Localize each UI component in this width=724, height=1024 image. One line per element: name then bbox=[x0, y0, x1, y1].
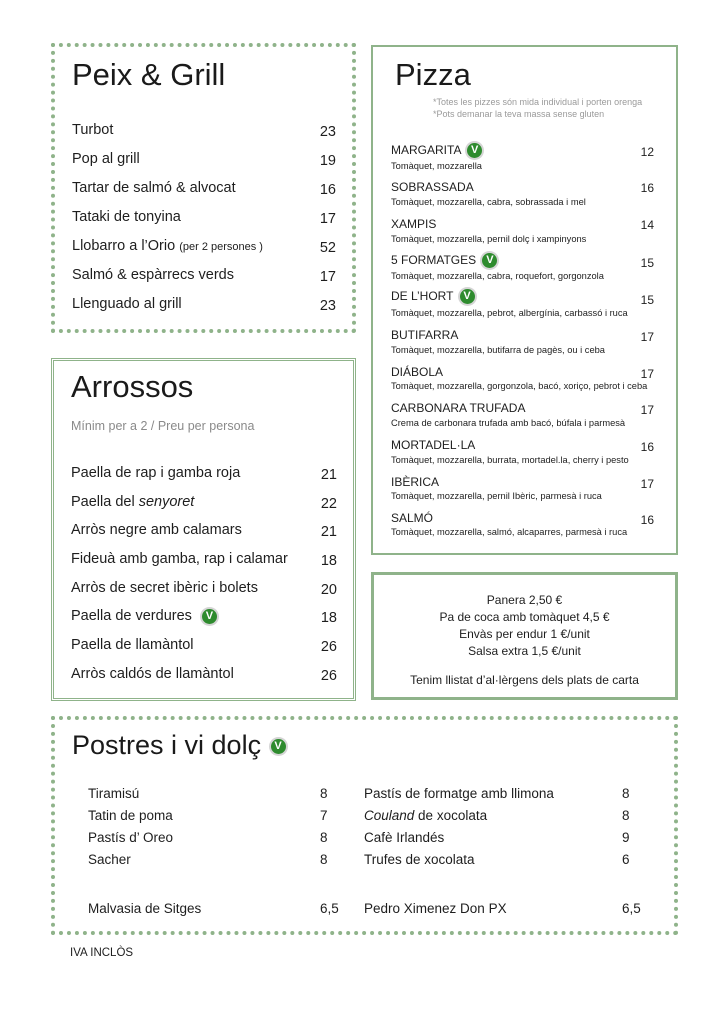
pizza-item-name: IBÈRICA bbox=[391, 475, 440, 489]
pizza-item-name: SALMÓ bbox=[391, 511, 434, 525]
postres-section bbox=[51, 716, 678, 935]
pizza-item-price: 16 bbox=[640, 440, 654, 454]
dessert-name: Tiramisú bbox=[88, 786, 140, 801]
pizza-item-desc: Tomàquet, mozzarella, gorgonzola, bacó, xoriço, pebrot i ceba bbox=[391, 381, 648, 391]
dessert-price: 8 bbox=[622, 786, 630, 801]
arros-item-name: Paella de rap i gamba roja bbox=[71, 465, 241, 481]
peix-item-name: Llenguado al grill bbox=[72, 296, 182, 312]
peix-item-name: Tartar de salmó & alvocat bbox=[72, 180, 236, 196]
pizza-item-name: SOBRASSADA bbox=[391, 180, 474, 194]
extras-line: Envàs per endur 1 €/unit bbox=[459, 627, 590, 641]
arros-item-price: 18 bbox=[320, 553, 337, 569]
footer-iva: IVA INCLÒS bbox=[70, 947, 134, 959]
pizza-item-desc: Tomàquet, mozzarella, pernil Ibèric, parmesà i ruca bbox=[391, 491, 602, 501]
arros-item-row bbox=[71, 608, 217, 624]
extras-line: Panera 2,50 € bbox=[486, 593, 563, 607]
dessert-price: 9 bbox=[622, 830, 630, 845]
peix-item-note: (per 2 persones ) bbox=[179, 241, 263, 253]
arros-item-italic: senyoret bbox=[138, 494, 195, 510]
extras-line: Salsa extra 1,5 €/unit bbox=[468, 644, 581, 658]
dessert-price: 8 bbox=[622, 808, 630, 823]
pizza-item-price: 17 bbox=[640, 403, 654, 417]
pizza-item-price: 17 bbox=[640, 477, 654, 491]
peix-item-name: Turbot bbox=[72, 122, 114, 138]
arros-item-price: 26 bbox=[320, 639, 337, 655]
peix-item-price: 16 bbox=[319, 182, 336, 198]
arros-item-name: Arròs negre amb calamars bbox=[71, 522, 242, 538]
peix-item-name: Llobarro a l’Orio bbox=[72, 238, 176, 254]
vegan-v-icon: V bbox=[202, 609, 217, 624]
pizza-item-price: 15 bbox=[640, 293, 654, 307]
vegan-v-icon: V bbox=[460, 289, 475, 304]
pizza-item-name: DIÁBOLA bbox=[391, 365, 444, 379]
arros-item-price: 20 bbox=[320, 582, 337, 598]
pizza-item-name: DE L’HORT V bbox=[391, 289, 475, 304]
dessert-name: Couland de xocolata bbox=[364, 808, 488, 823]
arros-item-price: 21 bbox=[320, 524, 337, 540]
dessert-name: Pastís d’ Oreo bbox=[88, 830, 174, 845]
pizza-item-price: 16 bbox=[640, 181, 654, 195]
dessert-price: 8 bbox=[320, 830, 328, 845]
pizza-item-desc: Tomàquet, mozzarella bbox=[391, 161, 482, 171]
dessert-price: 8 bbox=[320, 786, 328, 801]
wine-name: Malvasia de Sitges bbox=[88, 901, 202, 916]
pizza-item-desc: Tomàquet, mozzarella, butifarra de pagès, ou i ceba bbox=[391, 345, 605, 355]
peix-item-price: 17 bbox=[319, 269, 336, 285]
pizza-note: *Totes les pizzes són mida individual i porten orenga bbox=[433, 97, 643, 107]
pizza-item-price: 16 bbox=[640, 513, 654, 527]
arros-item-name: Fideuà amb gamba, rap i calamar bbox=[71, 551, 288, 567]
postres-title: Postres i vi dolç V bbox=[72, 730, 286, 761]
arrossos-subtitle: Mínim per a 2 / Preu per persona bbox=[71, 419, 255, 433]
arrossos-section bbox=[51, 358, 356, 701]
pizza-item-price: 14 bbox=[640, 218, 654, 232]
arros-item-price: 18 bbox=[320, 610, 337, 626]
pizza-note: *Pots demanar la teva massa sense gluten bbox=[433, 109, 605, 119]
dessert-name: Cafè Irlandés bbox=[364, 830, 445, 845]
dessert-price: 6 bbox=[622, 852, 630, 867]
pizza-item-price: 15 bbox=[640, 256, 654, 270]
peix-item-name: Pop al grill bbox=[72, 151, 140, 167]
allergens-note: Tenim llistat d’al·lèrgens dels plats de carta bbox=[410, 673, 639, 687]
pizza-item-desc: Tomàquet, mozzarella, pebrot, albergínia, carbassó i ruca bbox=[391, 308, 628, 318]
wine-price: 6,5 bbox=[320, 901, 339, 916]
vegan-v-icon: V bbox=[482, 253, 497, 268]
arros-item-price: 21 bbox=[320, 467, 337, 483]
dessert-name: Sacher bbox=[88, 852, 131, 867]
peix-item-name: Salmó & espàrrecs verds bbox=[72, 267, 234, 283]
pizza-item-desc: Tomàquet, mozzarella, burrata, mortadel.la, cherry i pesto bbox=[391, 455, 629, 465]
peix-item-price: 19 bbox=[319, 153, 336, 169]
peix-item-price: 17 bbox=[319, 211, 336, 227]
wine-name: Pedro Ximenez Don PX bbox=[364, 901, 507, 916]
extras-section bbox=[371, 572, 678, 700]
pizza-title: Pizza bbox=[395, 57, 471, 92]
pizza-item-name: BUTIFARRA bbox=[391, 328, 459, 342]
vegan-v-icon: V bbox=[467, 143, 482, 158]
pizza-item-name: MARGARITA V bbox=[391, 143, 482, 158]
pizza-item-desc: Tomàquet, mozzarella, salmó, alcaparres, parmesà i ruca bbox=[391, 527, 628, 537]
pizza-item-price: 17 bbox=[640, 367, 654, 381]
pizza-item-desc: Tomàquet, mozzarella, pernil dolç i xampinyons bbox=[391, 234, 587, 244]
arros-item-price: 22 bbox=[320, 496, 337, 512]
pizza-item-name: 5 FORMATGES V bbox=[391, 253, 497, 268]
pizza-item-desc: Tomàquet, mozzarella, cabra, sobrassada i mel bbox=[391, 197, 586, 207]
dessert-name: Pastís de formatge amb llimona bbox=[364, 786, 554, 801]
arrossos-title: Arrossos bbox=[71, 369, 194, 404]
pizza-item-price: 17 bbox=[640, 330, 654, 344]
dessert-price: 7 bbox=[320, 808, 328, 823]
vegan-v-icon: V bbox=[271, 739, 286, 754]
pizza-item-name: XAMPIS bbox=[391, 217, 437, 231]
pizza-item-desc: Tomàquet, mozzarella, cabra, roquefort, gorgonzola bbox=[391, 271, 604, 281]
arros-item-name: Paella de llamàntol bbox=[71, 637, 194, 653]
dessert-price: 8 bbox=[320, 852, 328, 867]
extras-line: Pa de coca amb tomàquet 4,5 € bbox=[439, 610, 610, 624]
dessert-name: Trufes de xocolata bbox=[364, 852, 475, 867]
peix-item-row bbox=[72, 238, 263, 254]
arros-item-price: 26 bbox=[320, 668, 337, 684]
pizza-item-name: MORTADEL·LA bbox=[391, 438, 476, 452]
arros-item-row bbox=[71, 494, 194, 510]
pizza-item-desc: Crema de carbonara trufada amb bacó, búfala i parmesà bbox=[391, 418, 626, 428]
arros-item-name: Paella del bbox=[71, 494, 139, 510]
peix-item-price: 52 bbox=[319, 240, 336, 256]
pizza-item-name: CARBONARA TRUFADA bbox=[391, 401, 526, 415]
peix-item-price: 23 bbox=[319, 298, 336, 314]
peix-item-price: 23 bbox=[319, 124, 336, 140]
peix-item-name: Tataki de tonyina bbox=[72, 209, 181, 225]
wine-price: 6,5 bbox=[622, 901, 641, 916]
arros-item-name: Arròs caldós de llamàntol bbox=[71, 666, 234, 682]
dessert-name: Tatin de poma bbox=[88, 808, 173, 823]
arros-item-name: Arròs de secret ibèric i bolets bbox=[71, 580, 258, 596]
peix-grill-title: Peix & Grill bbox=[72, 57, 226, 92]
arros-item-name: Paella de verdures bbox=[71, 608, 192, 624]
pizza-section bbox=[371, 45, 678, 555]
pizza-item-price: 12 bbox=[640, 145, 654, 159]
peix-grill-section bbox=[51, 43, 356, 333]
